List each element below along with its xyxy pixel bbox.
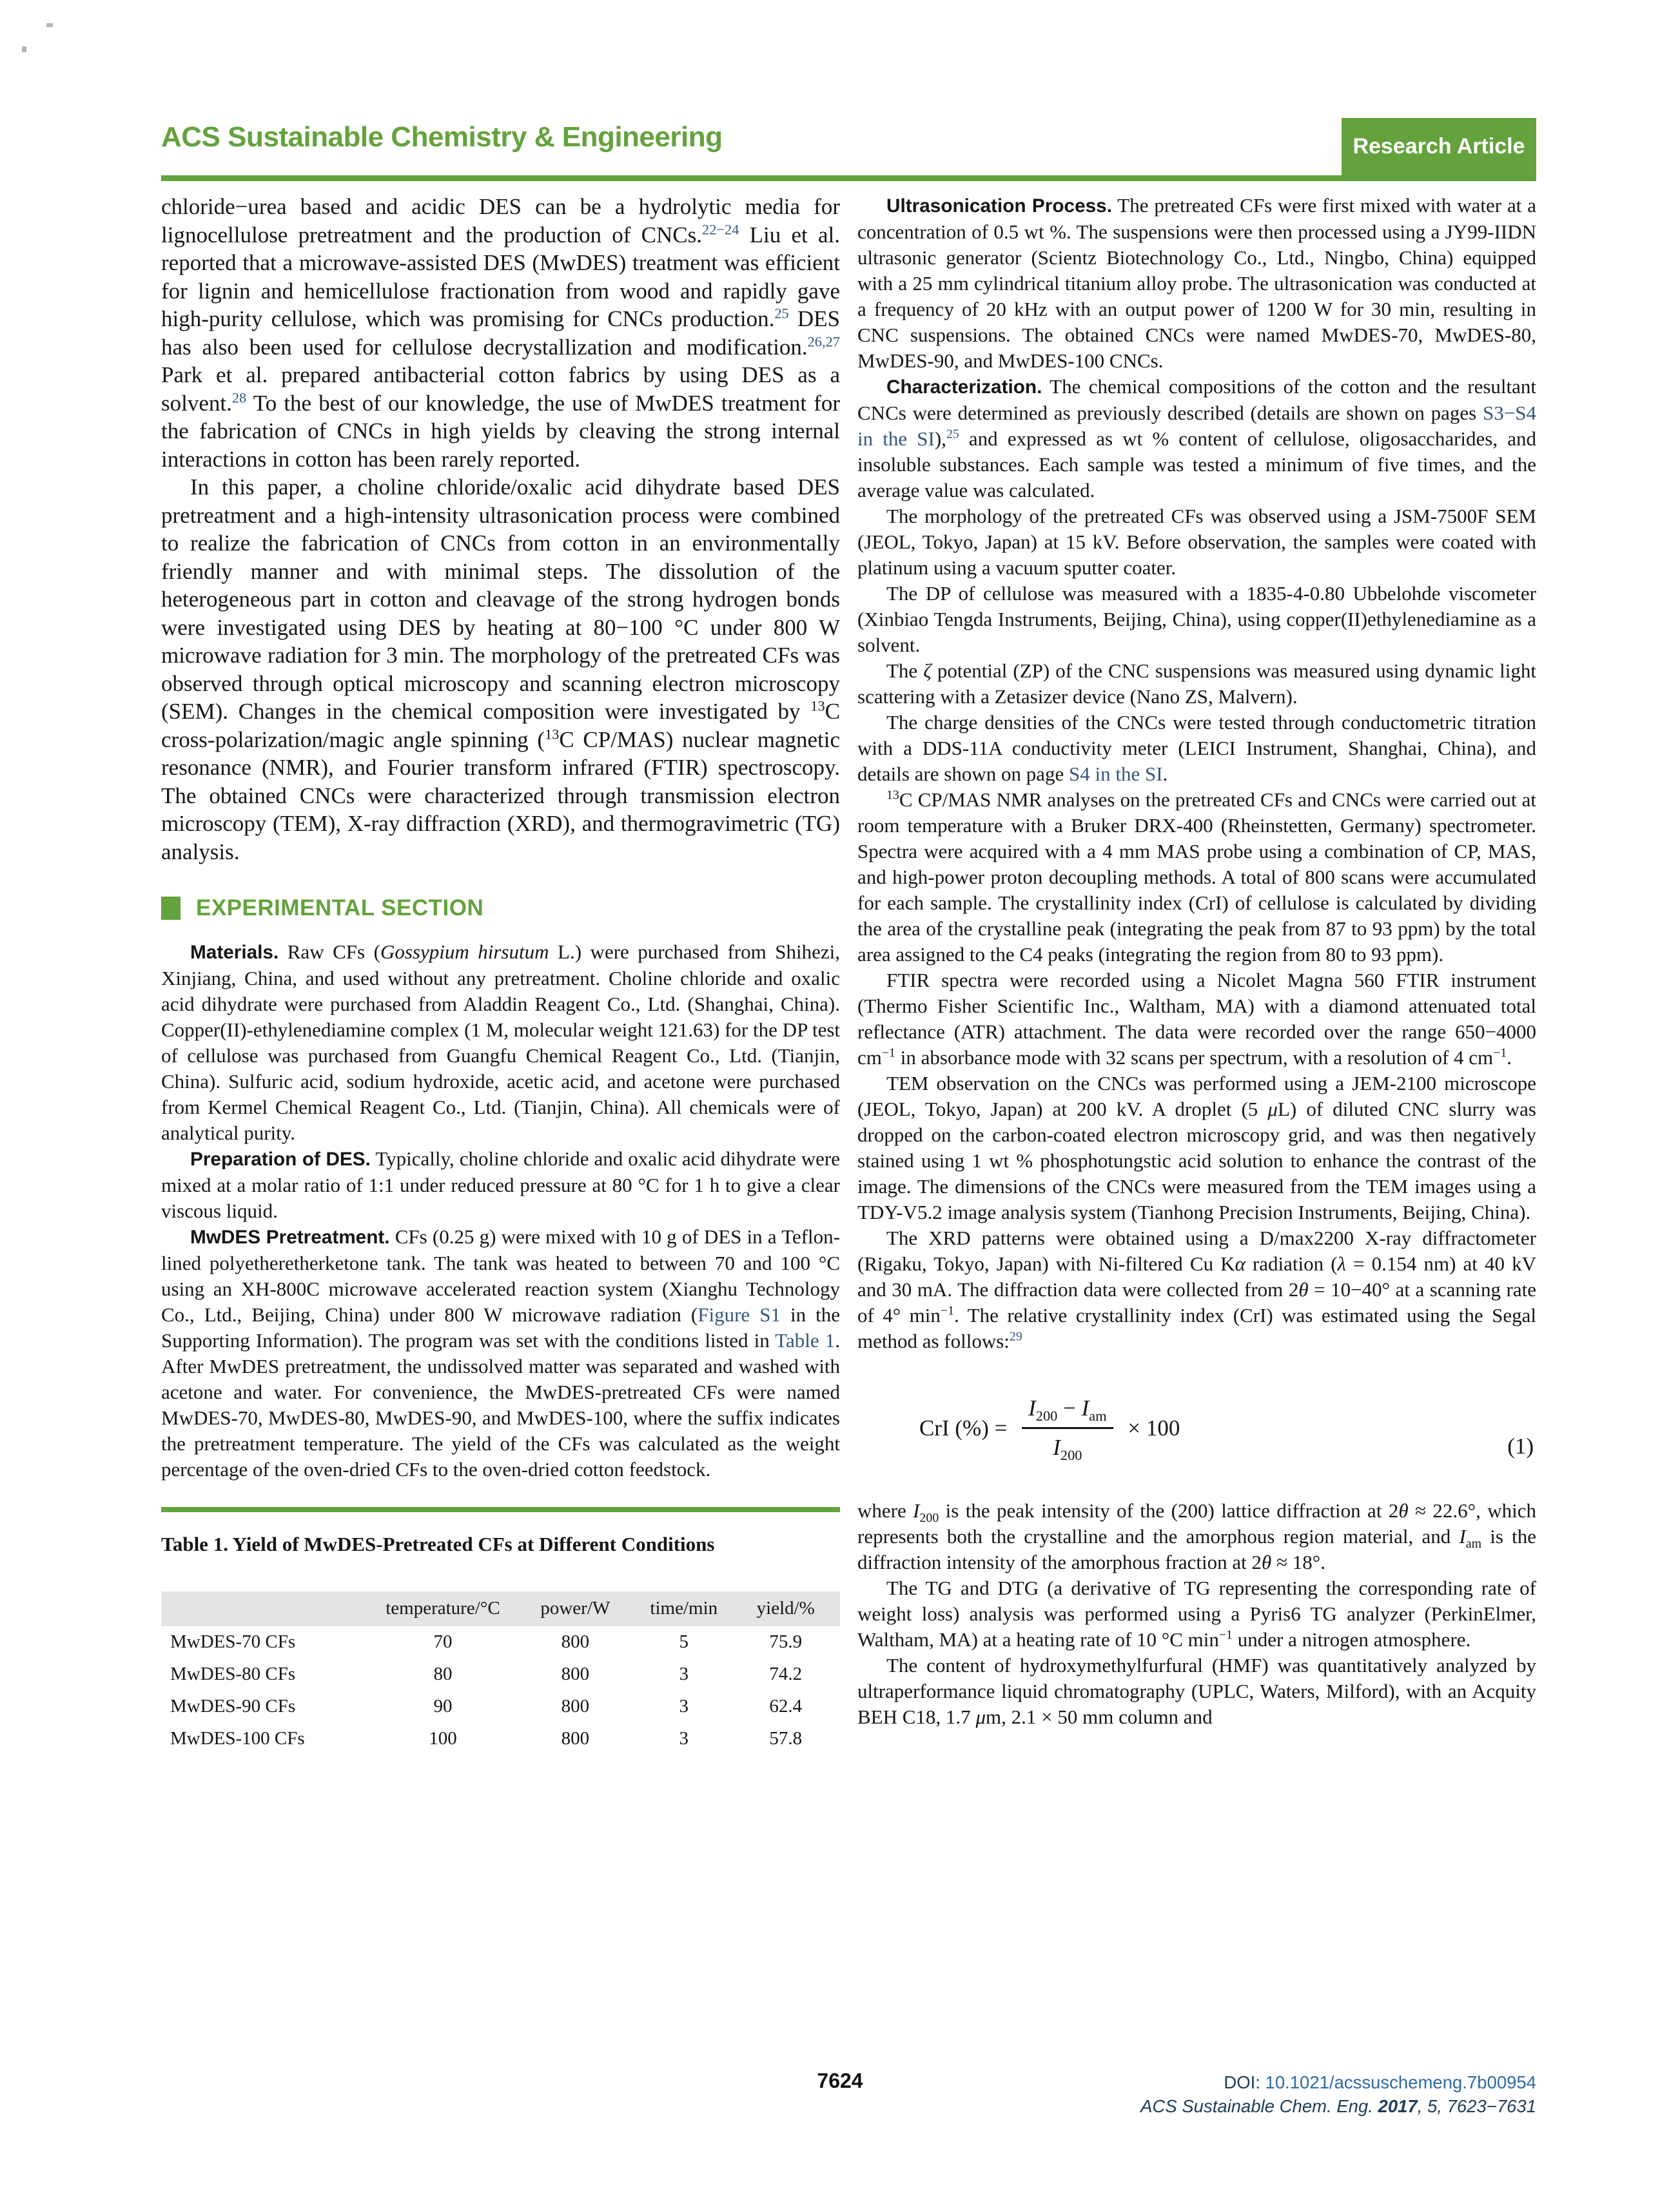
equation-number: (1) [1507,1434,1534,1459]
paragraph [161,473,840,866]
table-column-header: time/min [636,1591,731,1626]
journal-title: ACS Sustainable Chemistry & Engineering [161,121,723,153]
text-run: Materials. [190,942,279,963]
text-run: λ [1337,1252,1346,1275]
table-cell: 57.8 [769,1728,803,1749]
table-column-header [161,1591,371,1626]
text-run: radiation ( [1245,1252,1338,1275]
text-run: ζ [923,659,932,682]
paragraph-sem [857,503,1536,581]
journal-citation [1140,2094,1536,2118]
table-1 [161,1591,840,1755]
text-run: ≈ 22.6°, which represents both the crystalline and the amorphous region material, and [857,1499,1537,1548]
text-run: potential (ZP) of the CNC suspensions was measured using dynamic light scattering with a Zetasizer device (Nano ZS, Malvern). [857,659,1536,708]
paragraph [161,193,840,473]
paragraph-nmr [857,787,1536,968]
table-cell: 3 [679,1664,689,1684]
table-column-header: temperature/°C [371,1591,514,1626]
paragraph-dp-viscometer [857,581,1536,658]
doi-link[interactable]: 10.1021/acssuschemeng.7b00954 [1265,2072,1536,2092]
text-run: is the peak intensity of the (200) lattice diffraction at 2 [939,1499,1399,1522]
paragraph-tg-dtg [857,1575,1536,1653]
text-run: I [913,1499,920,1522]
paragraph-xrd [857,1225,1536,1354]
text-run: . The relative crystallinity index (CrI) was estimated using the Segal method as follows: [857,1304,1536,1352]
table-cell: 62.4 [769,1696,803,1717]
text-run: Park et al. prepared antibacterial cotton fabrics by using DES as a solvent. [161,362,840,416]
text-run: ), [934,427,946,450]
text-run: = 0.154 nm) at 40 kV and 30 mA. The diffraction data were collected from 2 [857,1252,1536,1301]
text-run: −1 [1493,1046,1507,1060]
text-run: DES has also been used for cellulose decrystallization and modification. [161,306,840,360]
paragraph-mwdes-pretreatment [161,1224,840,1483]
text-run: The TG and DTG (a derivative of TG representing the corresponding rate of weight loss) analysis was performed using a Pyris6 TG analyzer (PerkinElmer, Waltham, MA) at a heating rate of 10 °C min [857,1577,1536,1651]
paragraph-charge-densities [857,710,1536,787]
text-run: FTIR spectra were recorded using a Nicolet Magna 560 FTIR instrument (Thermo Fisher Scientific Inc., Waltham, MA) with a diamond attenuated total reflectance (ATR) attachment. The data were recorded over the range 650−4000 cm [857,969,1536,1069]
text-run: − [1057,1396,1082,1421]
table-header-row [161,1591,840,1626]
paragraph-hmf-uplc [857,1653,1536,1730]
section-bullet-icon [161,897,181,920]
table-row [161,1691,840,1723]
paragraph-characterization [857,374,1536,503]
inline-link[interactable]: 25 [946,427,959,442]
text-run: I [1459,1525,1466,1548]
table-cell: 80 [433,1664,453,1684]
text-run: ACS Sustainable Chem. Eng. [1140,2096,1378,2116]
text-run: I [1081,1396,1089,1421]
doi-label: DOI: [1224,2072,1265,2092]
text-run: L) of diluted CNC slurry was dropped on the carbon-coated electron microscopy grid, and was then negatively stained using 1 wt % phosphotungstic acid solution to enhance the contrast of the image. The dimensions of the CNCs were measured from the TEM images using a TDY-V5.2 image analysis system (Tianhong Precision Instruments, Beijing, China). [857,1098,1536,1223]
text-run: C CP/MAS) nuclear magnetic resonance (NMR), and Fourier transform infrared (FTIR) spectroscopy. The obtained CNCs were characterized through transmission electron microscopy (TEM), X-ray diffraction (XRD), and thermogravimetric (TG) analysis. [161,726,840,864]
text-run: α [1235,1252,1245,1275]
table-cell: 800 [561,1631,590,1652]
text-run: The pretreated CFs were first mixed with water at a concentration of 0.5 wt %. The suspensions were then processed using a JY99-IIDN ultrasonic generator (Scientz Biotechnology Co., Ltd., Ningbo, China) equipped with a 25 mm cylindrical titanium alloy probe. The ultrasonication was conducted at a frequency of 20 kHz with an output power of 1200 W for 30 min, resulting in CNC suspensions. The obtained CNCs were named MwDES-70, MwDES-80, MwDES-90, and MwDES-100 CNCs. [857,194,1536,372]
table-row [161,1626,840,1658]
text-run: CrI (%) = [919,1415,1013,1441]
equation-1 [857,1396,1536,1461]
text-run: −1 [881,1046,895,1060]
inline-link[interactable]: 28 [231,389,247,405]
text-run: −1 [1218,1628,1233,1642]
paragraph-ftir [857,968,1536,1071]
right-column [857,193,1536,1755]
table-cell: 75.9 [769,1631,803,1652]
text-run: . [1507,1046,1512,1069]
text-run: θ [1262,1551,1272,1573]
text-run: The XRD patterns were obtained using a D/max2200 X-ray diffractometer (Rigaku, Tokyo, Japan) with Ni-filtered Cu K [857,1227,1536,1275]
table-cell: 3 [679,1728,689,1749]
text-run: 13 [544,725,560,742]
table-column-header: power/W [514,1591,637,1626]
inline-link[interactable]: S3−S4 in the SI [857,402,1536,450]
text-run: The charge densities of the CNCs were tested through conductometric titration with a DDS-11A conductivity meter (LEICI Instrument, Shanghai, China), and details are shown on page [857,711,1536,785]
inline-link[interactable]: 26,27 [807,333,840,349]
text-run: 13 [810,697,825,714]
inline-link[interactable]: Figure S1 [698,1303,781,1326]
article-body [161,193,1536,1755]
table-1-block [161,1507,840,1755]
text-run: MwDES Pretreatment. [190,1227,390,1248]
table-row [161,1723,840,1755]
text-run: L.) were purchased from Shihezi, Xinjiang, China, and used without any pretreatment. Choline chloride and oxalic acid dihydrate were purchased from Aladdin Reagent Co., Ltd. (Shanghai, China). Copper(II)-ethylenediamine complex (1 M, molecular weight 121.63) for the DP test of cellulose was purchased from Guangfu Chemical Reagent Co., Ltd. (Tianjin, China). Sulfuric acid, sodium hydroxide, acetic acid, and acetone were purchased from Kermel Chemical Reagent Co., Ltd. (Tianjin, China). All chemicals were of analytical purity. [161,940,841,1144]
text-run: μ [975,1706,986,1728]
page-number: 7624 [817,2069,863,2092]
text-run: × 100 [1122,1415,1180,1441]
text-run: 13 [886,788,899,802]
doi-line [1140,2070,1536,2094]
text-run: am [1089,1408,1107,1424]
paragraph-ultrasonication-process [857,193,1536,374]
paragraph-where-definitions [857,1498,1536,1575]
equation-rhs [1122,1415,1180,1441]
text-run: Gossypium hirsutum [380,940,549,963]
table-cell: MwDES-70 CFs [170,1631,296,1652]
paragraph-zeta-potential [857,658,1536,710]
inline-link[interactable]: Table 1 [775,1329,835,1352]
equation-numerator [1022,1396,1113,1429]
text-run: . [1162,763,1168,785]
text-run: under a nitrogen atmosphere. [1232,1628,1471,1651]
text-run: 200 [1035,1408,1058,1424]
text-run: The content of hydroxymethylfurfural (HMF) was quantitatively analyzed by ultraperformance liquid chromatography (UPLC, Waters, Milford), with an Acquity BEH C18, 1.7 [857,1654,1536,1728]
text-run: and expressed as wt % content of cellulose, oligosaccharides, and insoluble substances. Each sample was tested a minimum of five times, and the average value was calculated. [857,427,1536,501]
text-run: in absorbance mode with 32 scans per spectrum, with a resolution of 4 cm [895,1046,1494,1069]
table-cell: MwDES-80 CFs [170,1664,296,1684]
table-cell: MwDES-90 CFs [170,1696,296,1717]
table-cell: 800 [561,1696,590,1717]
table-cell: 70 [433,1631,453,1652]
table-cell: 3 [679,1696,689,1717]
text-run: . After MwDES pretreatment, the undissolved matter was separated and washed with acetone and water. For convenience, the MwDES-pretreated CFs were named MwDES-70, MwDES-80, MwDES-90, and MwDES-100, where the suffix indicates the pretreatment temperature. The yield of the CFs was calculated as the weight percentage of the oven-dried CFs to the oven-dried cotton feedstock. [161,1329,841,1481]
text-run: 5 [1427,2096,1438,2116]
text-run: In this paper, a choline chloride/oxalic acid dihydrate based DES pretreatment and a high-intensity ultrasonication process were combined to realize the fabrication of CNCs from cotton in an environmentally friendly manner and with minimal steps. The dissolution of the heterogeneous part in cotton and cleavage of the strong hydrogen bonds were investigated using DES by heating at 80−100 °C under 800 W microwave radiation for 3 min. The morphology of the pretreated CFs was observed through optical microscopy and scanning electron microscopy (SEM). Changes in the chemical composition were investigated by [161,474,840,724]
text-run: μ [1267,1098,1278,1120]
research-article-badge: Research Article [1342,118,1536,175]
equation-fraction [1022,1396,1113,1461]
header-rule [161,175,1536,181]
table-cell: 5 [679,1631,689,1652]
table-cell: 90 [433,1696,453,1717]
inline-link[interactable]: 29 [1009,1329,1022,1344]
text-run: , 7623−7631 [1437,2096,1536,2116]
text-run: The chemical compositions of the cotton and the resultant CNCs were determined as previously described (details are shown on pages [857,375,1536,424]
text-run: ≈ 18°. [1271,1551,1325,1573]
text-run: , [1417,2096,1427,2116]
text-run: CFs (0.25 g) were mixed with 10 g of DES in a Teflon-lined polyetheretherketone tank. The tank was heated to between 70 and 100 °C using an XH-800C microwave accelerated reaction system (Xianghu Technology Co., Ltd., Beijing, China) under 800 W microwave radiation ( [161,1225,840,1326]
text-run: The morphology of the pretreated CFs was observed using a JSM-7500F SEM (JEOL, Tokyo, Japan) at 15 kV. Before observation, the samples were coated with platinum using a vacuum sputter coater. [857,505,1536,579]
scan-artifact [46,23,53,27]
inline-link[interactable]: 25 [774,305,789,322]
text-run: TEM observation on the CNCs was performed using a JEM-2100 microscope (JEOL, Tokyo, Japan) at 200 kV. A droplet (5 [857,1072,1536,1120]
text-run: I [1028,1396,1036,1421]
table-top-rule [161,1507,840,1512]
section-heading-label: EXPERIMENTAL SECTION [196,895,484,920]
table-column-header: yield/% [731,1591,840,1626]
paragraph-preparation-of-des [161,1146,840,1224]
text-run: Ultrasonication Process. [886,195,1112,217]
text-run: Liu et al. reported that a microwave-assisted DES (MwDES) treatment was efficient for lignin and hemicellulose fractionation from wood and rapidly gave high-purity cellulose, which was promising for CNCs production. [161,222,840,331]
text-run: Preparation of DES. [190,1149,371,1170]
text-run: m, 2.1 × 50 mm column and [986,1706,1213,1728]
paragraph-tem [857,1071,1536,1225]
table-cell: 74.2 [769,1664,803,1684]
text-run: θ [1398,1499,1409,1522]
table-cell: 800 [561,1664,590,1684]
text-run: = 10−40° at a scanning rate of 4° min [857,1278,1536,1327]
table-cell: 100 [429,1728,457,1749]
text-run: in the Supporting Information). The program was set with the conditions listed in [161,1303,840,1352]
text-run: is the diffraction intensity of the amorphous fraction at 2 [857,1525,1536,1573]
text-run: am [1465,1537,1482,1551]
inline-link[interactable]: S4 in the SI [1068,763,1163,785]
text-run: Raw CFs ( [278,940,380,963]
scan-artifact [22,46,26,52]
equation-lhs [919,1415,1013,1441]
text-run: where [857,1499,913,1522]
text-run: The [886,659,924,682]
text-run: Characterization. [886,376,1042,398]
footer-citation-block [1140,2070,1536,2118]
text-run: To the best of our knowledge, the use of MwDES treatment for the fabrication of CNCs in high yields by cleaving the strong internal interactions in cotton has been rarely reported. [161,390,840,472]
text-run: 2017 [1378,2096,1418,2116]
equation-denominator [1053,1429,1082,1461]
text-run: C cross-polarization/magic angle spinning ( [161,699,840,752]
text-run: chloride−urea based and acidic DES can be a hydrolytic media for lignocellulose pretreatment and the production of CNCs. [161,194,840,248]
text-run: θ [1298,1278,1309,1301]
text-run: The DP of cellulose was measured with a 1835-4-0.80 Ubbelohde viscometer (Xinbiao Tengda Instruments, Beijing, China), using copper(II)ethylenediamine as a solvent. [857,582,1536,656]
text-run: C CP/MAS NMR analyses on the pretreated CFs and CNCs were carried out at room temperature with a Bruker DRX-400 (Rheinstetten, Germany) spectrometer. Spectra were acquired with a 4 mm MAS probe using a combination of CP, MAS, and high-power proton decoupling methods. A total of 800 scans were accumulated for each sample. The crystallinity index (CrI) of cellulose is calculated by dividing the area of the crystalline peak (integrating the peak from 87 to 93 ppm) by the total area assigned to the C4 peaks (integrating the region from 80 to 93 ppm). [857,788,1536,966]
table-cell: 800 [561,1728,590,1749]
text-run: 200 [1060,1447,1082,1463]
paragraph-materials [161,939,840,1146]
section-heading-experimental [161,895,840,921]
text-run: I [1053,1435,1060,1460]
table-row [161,1658,840,1691]
left-column [161,193,840,1755]
text-run: −1 [940,1303,955,1318]
table-cell: MwDES-100 CFs [170,1728,305,1749]
text-run: Typically, choline chloride and oxalic acid dihydrate were mixed at a molar ratio of 1:1 under reduced pressure at 80 °C for 1 h to give a clear viscous liquid. [161,1147,840,1222]
inline-link[interactable]: 22−24 [702,220,739,237]
text-run: 200 [919,1511,939,1526]
table-1-title: Table 1. Yield of MwDES-Pretreated CFs at Different Conditions [161,1533,715,1555]
